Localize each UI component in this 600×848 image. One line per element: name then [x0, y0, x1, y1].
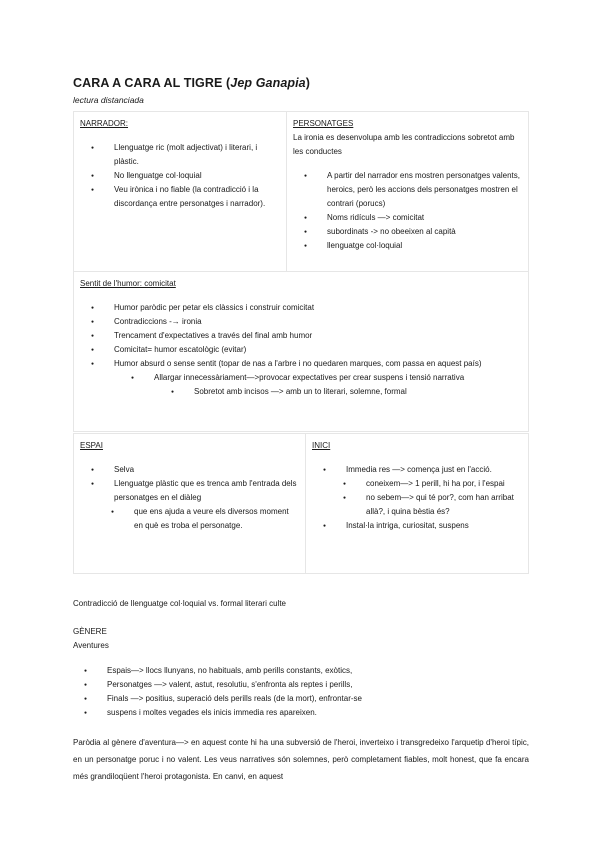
list-item: ● Comicitat= humor escatològic (evitar) [80, 343, 522, 357]
inici-cell [306, 434, 529, 574]
humor-heading: Sentit de l'humor: comicitat [80, 279, 176, 288]
contradiccio-paragraph: Contradicció de llenguatge col·loquial vs. formal literari culte [73, 599, 286, 608]
personatges-cell [287, 112, 529, 272]
table-row [74, 434, 529, 574]
list-item: ● A partir del narrador ens mostren personatges valents, heroics, però les accions dels personatges mostren el contrari (porucs) [293, 169, 522, 211]
humor-list [80, 301, 522, 371]
list-item: ● Humor paròdic per petar els clàssics i construir comicitat [80, 301, 522, 315]
list-item: ● que ens ajuda a veure els diversos moment en què es troba el personatge. [100, 505, 299, 533]
page-title [73, 76, 310, 90]
narrador-heading: NARRADOR: [80, 119, 129, 128]
list-item: ● No llenguatge col·loquial [80, 169, 280, 183]
list-item: ● Llenguatge plàstic que es trenca amb l'entrada dels personatges en el diàleg [80, 477, 299, 505]
inici-list-2 [312, 519, 522, 533]
list-item: ● Finals —> positius, superació dels perills reals (de la mort), enfrontar-se [73, 692, 529, 706]
espai-heading: ESPAI [80, 441, 103, 450]
subtitle: lectura distanciada [73, 95, 144, 105]
list-item: ● Llenguatge ric (molt adjectivat) i literari, i plàstic. [80, 141, 280, 169]
list-item: ● Instal·la intriga, curiositat, suspens [312, 519, 522, 533]
list-item: ● Sobretot amb incisos —> amb un to literari, solemne, formal [160, 385, 522, 399]
inici-sub-list [332, 477, 522, 519]
author-close-paren: ) [305, 76, 310, 90]
personatges-list [293, 169, 522, 253]
list-item: ● coneixem—> 1 perill, hi ha por, i l'espai [332, 477, 522, 491]
espai-list [80, 463, 299, 505]
narrador-list [80, 141, 280, 211]
espai-inici-table [73, 433, 529, 574]
title-text: CARA A CARA AL TIGRE [73, 76, 223, 90]
narrador-cell [74, 112, 287, 272]
list-item: ● Contradiccions -→ ironia [80, 315, 522, 329]
list-item: ● subordinats -> no obeeixen al capità [293, 225, 522, 239]
inici-heading: INICI [312, 441, 331, 450]
list-item: ● Allargar innecessàriament—>provocar expectatives per crear suspens i tensió narrativa [120, 371, 522, 385]
list-item: ● Selva [80, 463, 299, 477]
list-item: ● Immedia res —> comença just en l'acció. [312, 463, 522, 477]
espai-cell [74, 434, 306, 574]
inici-list [312, 463, 522, 477]
list-item: ● Humor absurd o sense sentit (topar de nas a l'arbre i no quedaren marques, com passa en aquest país) [80, 357, 522, 371]
table-row [74, 112, 529, 272]
parodia-paragraph: Paròdia al gènere d'aventura—> en aquest conte hi ha una subversió de l'heroi, inverteixo i transgredeixo l'arquetip d'heroi típic, en un personatge poruc i no valent. Les veus narratives són solemnes, però completament fiables, molt honest, que fa encara més grandiloqüent l'heroi protagonista. En canvi, en aquest [73, 738, 529, 781]
table-row [74, 272, 529, 432]
list-item: ● Veu irònica i no fiable (la contradicció i la discordança entre personatges i narrador). [80, 183, 280, 211]
genere-list [73, 664, 529, 720]
list-item: ● no sebem—> qui té por?, com han arribat allà?, i quina bèstia és? [332, 491, 522, 519]
list-item: ● Trencament d'expectatives a través del final amb humor [80, 329, 522, 343]
author-name: Jep Ganapia [230, 76, 306, 90]
humor-sub-sub-list [160, 385, 522, 399]
personatges-intro: La ironia es desenvolupa amb les contradiccions sobretot amb les conductes [293, 133, 515, 156]
list-item: ● Personatges —> valent, astut, resolutiu, s'enfronta als reptes i perills, [73, 678, 529, 692]
genere-type: Aventures [73, 641, 109, 650]
list-item: ● llenguatge col·loquial [293, 239, 522, 253]
humor-cell [74, 272, 529, 432]
genere-heading: GÈNERE [73, 627, 107, 636]
espai-sub-list [100, 505, 299, 533]
list-item: ● Noms ridículs —> comicitat [293, 211, 522, 225]
narrador-personatges-table [73, 111, 529, 432]
list-item: ● Espais—> llocs llunyans, no habituals, amb perills constants, exòtics, [73, 664, 529, 678]
list-item: ● suspens i moltes vegades els inicis immedia res apareixen. [73, 706, 529, 720]
personatges-heading: PERSONATGES [293, 119, 354, 128]
author-open-paren: ( [226, 76, 231, 90]
humor-sub-list [120, 371, 522, 385]
